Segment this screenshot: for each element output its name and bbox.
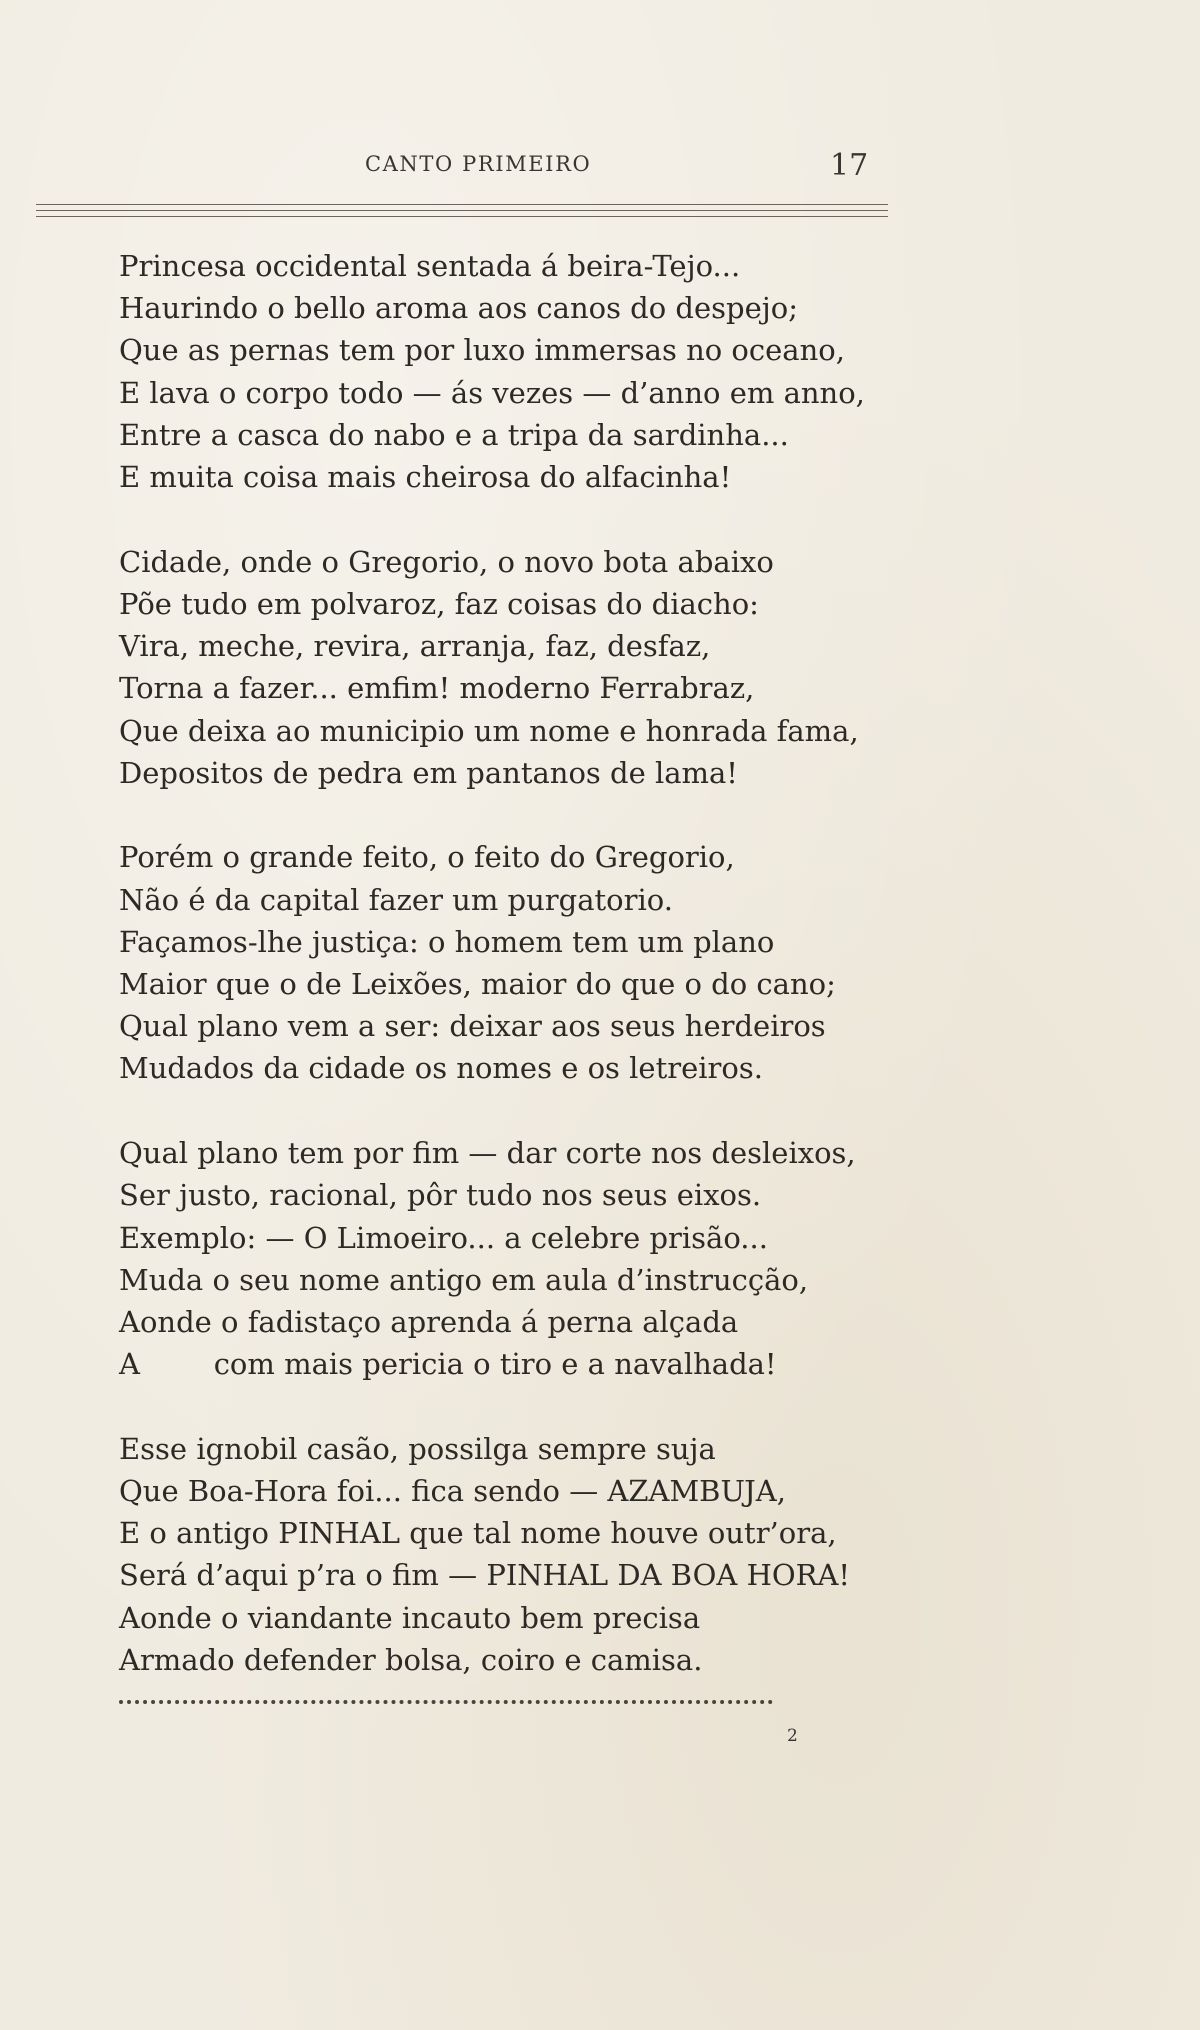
stanza (119, 1428, 851, 1681)
verse-line: E muita coisa mais cheirosa do alfacinha! (119, 460, 732, 495)
verse-line: Põe tudo em polvaroz, faz coisas do diacho: (119, 586, 759, 621)
verse-line: Depositos de pedra em pantanos de lama! (119, 755, 738, 790)
poem-body (119, 245, 865, 1724)
verse-line: Aonde o viandante incauto bem precisa (119, 1600, 701, 1635)
verse-line: Princesa occidental sentada á beira-Tejo... (119, 249, 741, 283)
stanza (119, 245, 865, 498)
verse-line: Qual plano vem a ser: deixar aos seus herdeiros (119, 1009, 826, 1044)
verse-line: E lava o corpo todo — ás vezes — d’anno em anno, (119, 375, 865, 410)
stanza (119, 1132, 856, 1385)
verse-line: Maior que o de Leixões, maior do que o do cano; (119, 967, 836, 1002)
verse-line: E o antigo PINHAL que tal nome houve outr’ora, (119, 1516, 837, 1551)
verse-line: Ser justo, racional, pôr tudo nos seus eixos. (119, 1178, 762, 1213)
running-title: CANTO PRIMEIRO (365, 152, 592, 176)
verse-line: Armado defender bolsa, coiro e camisa. (119, 1642, 703, 1677)
verse-line: Que deixa ao municipio um nome e honrada fama, (119, 713, 859, 748)
header-rule (36, 210, 888, 211)
verse-line: Haurindo o bello aroma aos canos do despejo; (119, 291, 798, 326)
page-number: 17 (830, 148, 869, 183)
verse-line: Que as pernas tem por luxo immersas no oceano, (119, 333, 845, 368)
verse-line: Porém o grande feito, o feito do Gregorio, (119, 840, 735, 875)
verse-line: Cidade, onde o Gregorio, o novo bota abaixo (119, 544, 774, 579)
verse-line: Será d’aqui p’ra o fim — PINHAL DA BOA HORA! (119, 1558, 851, 1593)
dotted-line-separator (119, 1700, 773, 1704)
signature-mark: 2 (787, 1726, 798, 1746)
verse-line: Vira, meche, revira, arranja, faz, desfaz, (119, 629, 711, 664)
stanza (119, 836, 836, 1089)
verse-line: Que Boa-Hora foi... fica sendo — AZAMBUJA, (119, 1474, 786, 1509)
verse-line: Muda o seu nome antigo em aula d’instrucção, (119, 1262, 809, 1297)
verse-line: Qual plano tem por fim — dar corte nos desleixos, (119, 1136, 856, 1171)
verse-line: Mudados da cidade os nomes e os letreiros. (119, 1051, 763, 1086)
verse-line: Esse ignobil casão, possilga sempre suja (119, 1431, 716, 1466)
verse-line: Entre a casca do nabo e a tripa da sardinha... (119, 417, 789, 452)
verse-line: A com mais pericia o tiro e a navalhada! (119, 1347, 777, 1382)
verse-line: Torna a fazer... emfim! moderno Ferrabraz, (119, 671, 755, 706)
verse-line: Aonde o fadistaço aprenda á perna alçada (119, 1304, 739, 1339)
header-rule (36, 216, 888, 217)
verse-line: Não é da capital fazer um purgatorio. (119, 882, 673, 917)
stanza (119, 541, 859, 794)
verse-line: Exemplo: — O Limoeiro... a celebre prisão... (119, 1220, 768, 1255)
header-rule (36, 204, 888, 205)
verse-line: Façamos-lhe justiça: o homem tem um plano (119, 924, 775, 959)
